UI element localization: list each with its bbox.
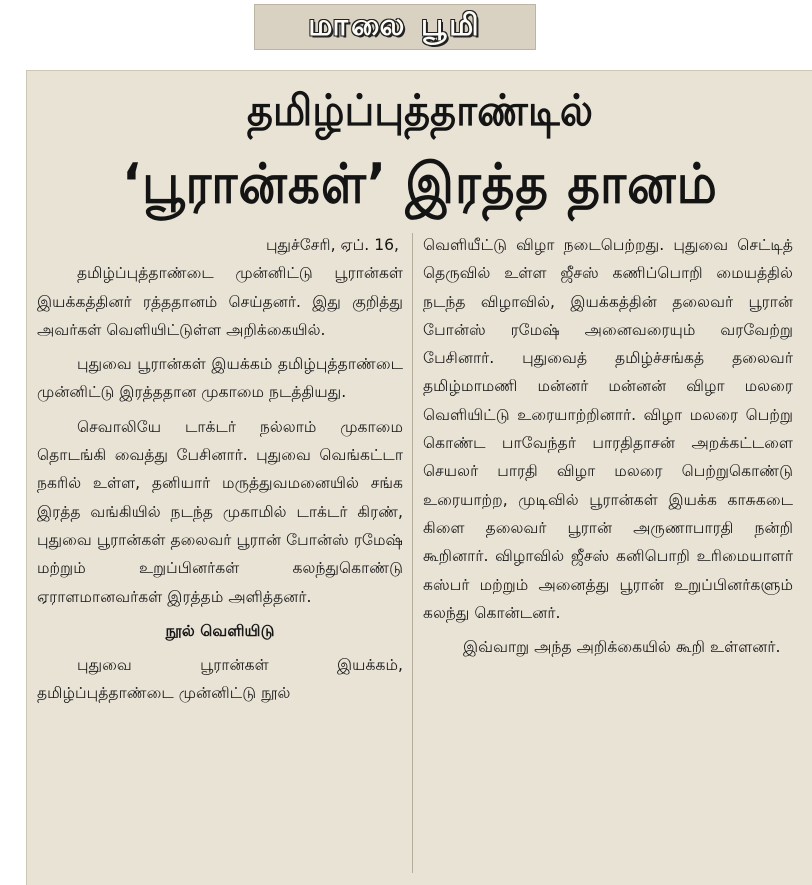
masthead-title: மாலை பூமி [308, 7, 482, 43]
subheading: நூல் வெளியிடு [165, 621, 275, 640]
paragraph: இவ்வாறு அந்த அறிக்கையில் கூறி உள்ளனர். [463, 638, 781, 657]
paragraph: புதுவை பூரான்கள் இயக்கம், தமிழ்ப்புத்தாண்டை முன்னிட்டு நூல் [37, 656, 403, 703]
article-column-right [423, 231, 793, 661]
paragraph: புதுவை பூரான்கள் இயக்கம் தமிழ்புத்தாண்டை முன்னிட்டு இரத்ததான முகாமை நடத்தியது. [37, 355, 403, 402]
headline-line-1: தமிழ்ப்புத்தாண்டில் [246, 86, 594, 136]
column-divider [412, 233, 413, 873]
article-column-left [37, 231, 403, 708]
paragraph: வெளியீட்டு விழா நடைபெற்றது. புதுவை செட்டித் தெருவில் உள்ள ஜீசஸ் கணிப்பொறி மையத்தில் நடந்த விழாவில், இயக்கத்தின் தலைவர் பூரான் போன்ஸ் ரமேஷ் அனைவரையும் வரவேற்று பேசினார். புதுவைத் தமிழ்ச்சங்கத் தலைவர் தமிழ்மாமணி மன்னர் மன்னன் விழா மலரை வெளியிட்டு உரையாற்றினார். விழா மலரை பெற்று கொண்ட பாவேந்தர் பாரதிதாசன் அறக்கட்டளை செயலர் பாரதி விழா மலரை பெற்றுகொண்டு உரையாற்ற, முடிவில் பூரான்கள் இயக்க காசுகடை கிளை தலைவர் பூரான் அருணாபாரதி நன்றி கூறினார். விழாவில் ஜீசஸ் கனிபொறி உரிமையாளர் கஸ்பர் மற்றும் அனைத்து பூரான் உறுப்பினர்களும் கலந்து கொன்டனர். [423, 236, 793, 622]
newspaper-masthead [254, 4, 536, 50]
newspaper-clipping [26, 70, 812, 885]
dateline: புதுச்சேரி, ஏப். 16, [265, 236, 399, 254]
paragraph: செவாலியே டாக்டர் நல்லாம் முகாமை தொடங்கி வைத்து பேசினார். புதுவை வெங்கட்டா நகரில் உள்ள, தனியார் மருத்துவமனையில் சங்க இரத்த வங்கியில் நடந்த முகாமில் டாக்டர் கிரண், புதுவை பூரான்கள் தலைவர் பூரான் போன்ஸ் ரமேஷ் மற்றும் உறுப்பினர்கள் கலந்துகொண்டு ஏராளமானவர்கள் இரத்தம் அளித்தனர். [37, 417, 403, 606]
headline-line-2: ‘பூரான்கள்’ இரத்த தானம் [122, 152, 718, 216]
paragraph: தமிழ்ப்புத்தாண்டை முன்னிட்டு பூரான்கள் இயக்கத்தினர் ரத்ததானம் செய்தனர். இது குறித்து அவர்கள் வெளியிட்டுள்ள அறிக்கையில். [37, 264, 403, 339]
